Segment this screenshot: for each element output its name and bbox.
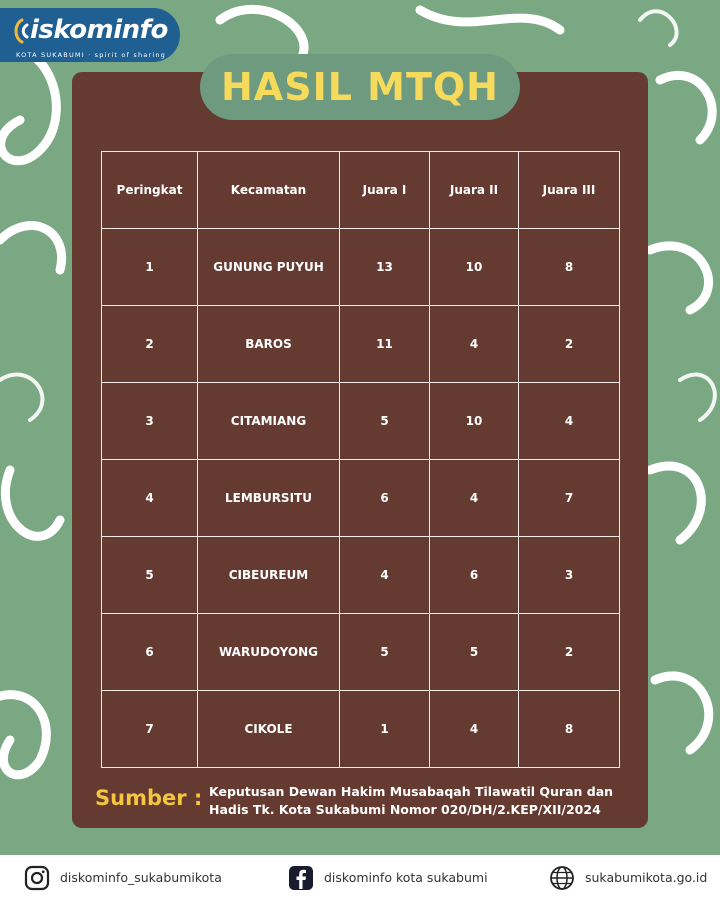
brand-name: iskominfo: [30, 15, 168, 45]
juara-1-cell: 11: [340, 306, 430, 383]
results-table: [101, 151, 620, 768]
juara-1-cell: 5: [340, 614, 430, 691]
rank-cell: 6: [102, 614, 198, 691]
table-row: [102, 460, 620, 537]
juara-3-cell: 8: [519, 229, 620, 306]
table-row: [102, 383, 620, 460]
facebook-link[interactable]: [288, 855, 488, 900]
district-cell: LEMBURSITU: [198, 460, 340, 537]
juara-3-cell: 2: [519, 306, 620, 383]
table-row: [102, 614, 620, 691]
juara-3-cell: 7: [519, 460, 620, 537]
instagram-handle: diskominfo_sukabumikota: [60, 870, 222, 885]
juara-3-cell: 2: [519, 614, 620, 691]
juara-1-cell: 5: [340, 383, 430, 460]
header-peringkat: Peringkat: [102, 152, 198, 229]
footer-bar: [0, 855, 720, 900]
source-line-1: Keputusan Dewan Hakim Musabaqah Tilawatil Quran dan: [209, 784, 614, 799]
source-label: Sumber :: [95, 786, 203, 810]
juara-2-cell: 6: [430, 537, 519, 614]
table-row: [102, 691, 620, 768]
instagram-link[interactable]: [24, 855, 222, 900]
juara-1-cell: 4: [340, 537, 430, 614]
juara-2-cell: 4: [430, 460, 519, 537]
juara-1-cell: 6: [340, 460, 430, 537]
district-cell: CIKOLE: [198, 691, 340, 768]
wifi-signal-icon: [10, 18, 30, 44]
page-title: HASIL MTQH: [200, 54, 520, 120]
juara-3-cell: 3: [519, 537, 620, 614]
juara-2-cell: 4: [430, 691, 519, 768]
rank-cell: 3: [102, 383, 198, 460]
instagram-icon: [24, 865, 50, 891]
source-line-2: Hadis Tk. Kota Sukabumi Nomor 020/DH/2.KEP/XII/2024: [209, 802, 601, 817]
district-cell: CIBEUREUM: [198, 537, 340, 614]
rank-cell: 7: [102, 691, 198, 768]
facebook-page-name: diskominfo kota sukabumi: [324, 870, 488, 885]
rank-cell: 5: [102, 537, 198, 614]
facebook-icon: [288, 865, 314, 891]
header-juara-1: Juara I: [340, 152, 430, 229]
juara-3-cell: 4: [519, 383, 620, 460]
diskominfo-logo: [0, 8, 180, 62]
table-row: [102, 306, 620, 383]
juara-2-cell: 4: [430, 306, 519, 383]
source-text: [209, 783, 629, 819]
source-note: [95, 783, 625, 823]
table-header-row: [102, 152, 620, 229]
rank-cell: 4: [102, 460, 198, 537]
district-cell: GUNUNG PUYUH: [198, 229, 340, 306]
header-kecamatan: Kecamatan: [198, 152, 340, 229]
district-cell: WARUDOYONG: [198, 614, 340, 691]
website-url: sukabumikota.go.id: [585, 870, 708, 885]
header-juara-2: Juara II: [430, 152, 519, 229]
juara-1-cell: 13: [340, 229, 430, 306]
header-juara-3: Juara III: [519, 152, 620, 229]
brand-tagline: KOTA SUKABUMI · spirit of sharing: [16, 51, 166, 59]
juara-3-cell: 8: [519, 691, 620, 768]
rank-cell: 1: [102, 229, 198, 306]
table-row: [102, 537, 620, 614]
rank-cell: 2: [102, 306, 198, 383]
globe-icon: [549, 865, 575, 891]
table-row: [102, 229, 620, 306]
juara-2-cell: 5: [430, 614, 519, 691]
juara-2-cell: 10: [430, 383, 519, 460]
website-link[interactable]: [549, 855, 707, 900]
district-cell: CITAMIANG: [198, 383, 340, 460]
juara-2-cell: 10: [430, 229, 519, 306]
district-cell: BAROS: [198, 306, 340, 383]
juara-1-cell: 1: [340, 691, 430, 768]
